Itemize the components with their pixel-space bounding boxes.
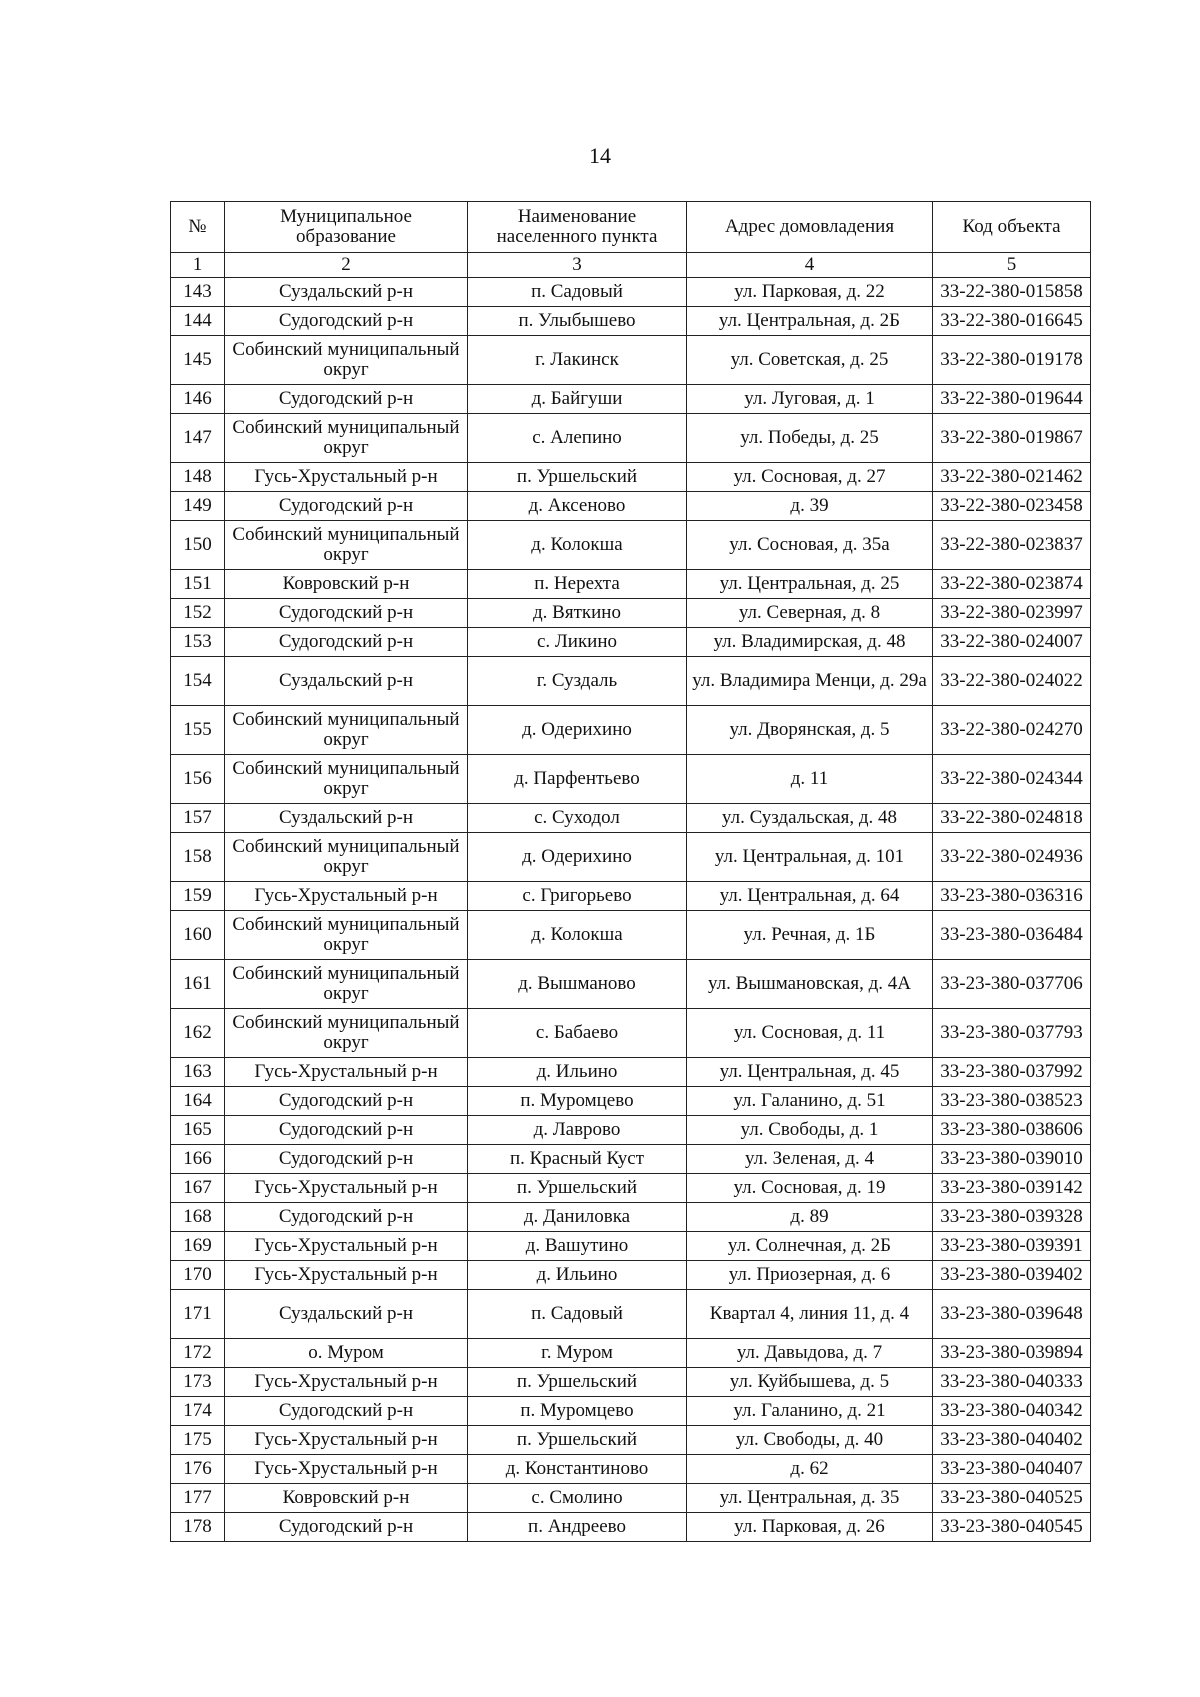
address-cell: ул. Суздальская, д. 48: [687, 804, 933, 833]
municipality-cell: Гусь-Хрустальный р-н: [225, 1058, 468, 1087]
row-number-cell: 169: [171, 1232, 225, 1261]
municipality-cell: Собинский муниципальный округ: [225, 1009, 468, 1058]
row-number-cell: 168: [171, 1203, 225, 1232]
object-code-cell: 33-23-380-037992: [933, 1058, 1091, 1087]
column-number-row: [171, 253, 1091, 278]
municipality-cell: Собинский муниципальный округ: [225, 521, 468, 570]
municipality-cell: Судогодский р-н: [225, 1116, 468, 1145]
municipality-cell: Собинский муниципальный округ: [225, 414, 468, 463]
row-number-cell: 178: [171, 1513, 225, 1542]
settlement-cell: с. Бабаево: [468, 1009, 687, 1058]
settlement-cell: п. Уршельский: [468, 1426, 687, 1455]
table-row: [171, 1116, 1091, 1145]
table-row: [171, 960, 1091, 1009]
object-code-cell: 33-23-380-040407: [933, 1455, 1091, 1484]
row-number-cell: 152: [171, 599, 225, 628]
row-number-cell: 158: [171, 833, 225, 882]
address-cell: ул. Свободы, д. 40: [687, 1426, 933, 1455]
object-code-cell: 33-23-380-036484: [933, 911, 1091, 960]
address-cell: ул. Сосновая, д. 11: [687, 1009, 933, 1058]
table-row: [171, 1087, 1091, 1116]
row-number-cell: 154: [171, 657, 225, 706]
settlement-cell: д. Байгуши: [468, 385, 687, 414]
settlement-cell: д. Вашутино: [468, 1232, 687, 1261]
object-code-cell: 33-23-380-040333: [933, 1368, 1091, 1397]
settlement-cell: с. Ликино: [468, 628, 687, 657]
address-cell: Квартал 4, линия 11, д. 4: [687, 1290, 933, 1339]
table-row: [171, 307, 1091, 336]
municipality-cell: Собинский муниципальный округ: [225, 755, 468, 804]
table-row: [171, 599, 1091, 628]
table-row: [171, 385, 1091, 414]
settlement-cell: д. Ильино: [468, 1058, 687, 1087]
settlement-cell: д. Аксеново: [468, 492, 687, 521]
row-number-cell: 171: [171, 1290, 225, 1339]
municipality-cell: Судогодский р-н: [225, 385, 468, 414]
object-code-cell: 33-23-380-040342: [933, 1397, 1091, 1426]
settlement-cell: п. Садовый: [468, 1290, 687, 1339]
municipality-cell: Судогодский р-н: [225, 1145, 468, 1174]
table-row: [171, 1145, 1091, 1174]
object-code-cell: 33-23-380-039648: [933, 1290, 1091, 1339]
settlement-cell: г. Суздаль: [468, 657, 687, 706]
table-row: [171, 570, 1091, 599]
table-row: [171, 882, 1091, 911]
row-number-cell: 173: [171, 1368, 225, 1397]
address-cell: д. 89: [687, 1203, 933, 1232]
row-number-cell: 155: [171, 706, 225, 755]
row-number-cell: 162: [171, 1009, 225, 1058]
settlement-cell: д. Парфентьево: [468, 755, 687, 804]
settlement-cell: п. Муромцево: [468, 1397, 687, 1426]
address-cell: ул. Куйбышева, д. 5: [687, 1368, 933, 1397]
municipality-cell: Гусь-Хрустальный р-н: [225, 463, 468, 492]
municipality-cell: Суздальский р-н: [225, 657, 468, 706]
object-code-cell: 33-22-380-015858: [933, 278, 1091, 307]
column-number: 1: [171, 253, 225, 278]
settlement-cell: д. Одерихино: [468, 833, 687, 882]
row-number-cell: 170: [171, 1261, 225, 1290]
row-number-cell: 172: [171, 1339, 225, 1368]
settlement-cell: п. Нерехта: [468, 570, 687, 599]
settlement-cell: г. Лакинск: [468, 336, 687, 385]
row-number-cell: 156: [171, 755, 225, 804]
table-row: [171, 463, 1091, 492]
table-row: [171, 336, 1091, 385]
row-number-cell: 177: [171, 1484, 225, 1513]
object-code-cell: 33-23-380-039328: [933, 1203, 1091, 1232]
municipality-cell: Гусь-Хрустальный р-н: [225, 1426, 468, 1455]
object-code-cell: 33-22-380-023837: [933, 521, 1091, 570]
object-code-cell: 33-23-380-039010: [933, 1145, 1091, 1174]
municipality-cell: Гусь-Хрустальный р-н: [225, 1174, 468, 1203]
address-cell: ул. Зеленая, д. 4: [687, 1145, 933, 1174]
address-cell: ул. Центральная, д. 45: [687, 1058, 933, 1087]
object-code-cell: 33-22-380-016645: [933, 307, 1091, 336]
address-cell: ул. Галанино, д. 21: [687, 1397, 933, 1426]
table-row: [171, 657, 1091, 706]
municipality-cell: Судогодский р-н: [225, 599, 468, 628]
table-row: [171, 1455, 1091, 1484]
settlement-cell: п. Красный Куст: [468, 1145, 687, 1174]
header-address: Адрес домовладения: [687, 202, 933, 253]
settlement-cell: д. Колокша: [468, 521, 687, 570]
row-number-cell: 145: [171, 336, 225, 385]
address-cell: ул. Владимира Менци, д. 29а: [687, 657, 933, 706]
settlement-cell: с. Суходол: [468, 804, 687, 833]
address-cell: ул. Дворянская, д. 5: [687, 706, 933, 755]
table-row: [171, 1513, 1091, 1542]
municipality-cell: Гусь-Хрустальный р-н: [225, 1261, 468, 1290]
column-number: 2: [225, 253, 468, 278]
address-cell: ул. Центральная, д. 25: [687, 570, 933, 599]
address-cell: ул. Центральная, д. 35: [687, 1484, 933, 1513]
municipality-cell: Судогодский р-н: [225, 1513, 468, 1542]
object-code-cell: 33-23-380-037793: [933, 1009, 1091, 1058]
settlement-cell: п. Улыбышево: [468, 307, 687, 336]
municipality-cell: Собинский муниципальный округ: [225, 833, 468, 882]
address-cell: д. 39: [687, 492, 933, 521]
object-code-cell: 33-22-380-024270: [933, 706, 1091, 755]
settlement-cell: п. Садовый: [468, 278, 687, 307]
table-row: [171, 1339, 1091, 1368]
row-number-cell: 144: [171, 307, 225, 336]
municipality-cell: о. Муром: [225, 1339, 468, 1368]
address-cell: ул. Сосновая, д. 35а: [687, 521, 933, 570]
municipality-cell: Собинский муниципальный округ: [225, 911, 468, 960]
table-row: [171, 1009, 1091, 1058]
object-code-cell: 33-23-380-036316: [933, 882, 1091, 911]
address-cell: ул. Вышмановская, д. 4А: [687, 960, 933, 1009]
address-cell: ул. Луговая, д. 1: [687, 385, 933, 414]
row-number-cell: 174: [171, 1397, 225, 1426]
table-row: [171, 628, 1091, 657]
municipality-cell: Суздальский р-н: [225, 1290, 468, 1339]
address-cell: ул. Приозерная, д. 6: [687, 1261, 933, 1290]
object-code-cell: 33-23-380-040402: [933, 1426, 1091, 1455]
settlement-cell: д. Вышманово: [468, 960, 687, 1009]
row-number-cell: 163: [171, 1058, 225, 1087]
address-cell: ул. Галанино, д. 51: [687, 1087, 933, 1116]
page-number: 14: [589, 143, 611, 168]
settlement-cell: п. Андреево: [468, 1513, 687, 1542]
row-number-cell: 165: [171, 1116, 225, 1145]
municipality-cell: Гусь-Хрустальный р-н: [225, 882, 468, 911]
object-code-cell: 33-22-380-019644: [933, 385, 1091, 414]
settlement-cell: п. Уршельский: [468, 1368, 687, 1397]
table-row: [171, 1426, 1091, 1455]
settlement-cell: с. Смолино: [468, 1484, 687, 1513]
row-number-cell: 146: [171, 385, 225, 414]
settlement-cell: п. Уршельский: [468, 1174, 687, 1203]
municipality-cell: Судогодский р-н: [225, 307, 468, 336]
table-row: [171, 414, 1091, 463]
table-row: [171, 492, 1091, 521]
settlement-cell: с. Алепино: [468, 414, 687, 463]
municipality-cell: Суздальский р-н: [225, 278, 468, 307]
table-row: [171, 1058, 1091, 1087]
settlement-cell: д. Лаврово: [468, 1116, 687, 1145]
address-cell: ул. Северная, д. 8: [687, 599, 933, 628]
address-cell: ул. Центральная, д. 101: [687, 833, 933, 882]
row-number-cell: 166: [171, 1145, 225, 1174]
object-code-cell: 33-22-380-019178: [933, 336, 1091, 385]
table-row: [171, 804, 1091, 833]
object-code-cell: 33-22-380-024936: [933, 833, 1091, 882]
settlement-cell: п. Уршельский: [468, 463, 687, 492]
table-row: [171, 278, 1091, 307]
settlement-cell: г. Муром: [468, 1339, 687, 1368]
object-code-cell: 33-23-380-039142: [933, 1174, 1091, 1203]
table-row: [171, 833, 1091, 882]
table-row: [171, 1261, 1091, 1290]
table-row: [171, 706, 1091, 755]
table-row: [171, 1290, 1091, 1339]
object-code-cell: 33-22-380-024022: [933, 657, 1091, 706]
object-code-cell: 33-23-380-038523: [933, 1087, 1091, 1116]
header-object-code: Код объекта: [933, 202, 1091, 253]
settlement-cell: д. Даниловка: [468, 1203, 687, 1232]
object-code-cell: 33-23-380-039894: [933, 1339, 1091, 1368]
address-cell: ул. Сосновая, д. 19: [687, 1174, 933, 1203]
address-cell: ул. Речная, д. 1Б: [687, 911, 933, 960]
object-code-cell: 33-23-380-040545: [933, 1513, 1091, 1542]
table-row: [171, 521, 1091, 570]
object-code-cell: 33-23-380-040525: [933, 1484, 1091, 1513]
table-row: [171, 1368, 1091, 1397]
address-cell: ул. Центральная, д. 2Б: [687, 307, 933, 336]
address-cell: ул. Сосновая, д. 27: [687, 463, 933, 492]
municipality-cell: Суздальский р-н: [225, 804, 468, 833]
row-number-cell: 151: [171, 570, 225, 599]
municipality-cell: Собинский муниципальный округ: [225, 336, 468, 385]
address-cell: ул. Давыдова, д. 7: [687, 1339, 933, 1368]
municipality-cell: Гусь-Хрустальный р-н: [225, 1368, 468, 1397]
municipality-cell: Судогодский р-н: [225, 1397, 468, 1426]
municipality-cell: Ковровский р-н: [225, 1484, 468, 1513]
object-code-cell: 33-22-380-023458: [933, 492, 1091, 521]
row-number-cell: 150: [171, 521, 225, 570]
address-cell: ул. Центральная, д. 64: [687, 882, 933, 911]
header-municipality: Муниципальное образование: [225, 202, 468, 253]
table-row: [171, 1397, 1091, 1426]
row-number-cell: 161: [171, 960, 225, 1009]
object-code-cell: 33-23-380-037706: [933, 960, 1091, 1009]
address-cell: ул. Советская, д. 25: [687, 336, 933, 385]
municipality-cell: Собинский муниципальный округ: [225, 960, 468, 1009]
column-number: 3: [468, 253, 687, 278]
address-cell: д. 62: [687, 1455, 933, 1484]
object-code-cell: 33-22-380-024344: [933, 755, 1091, 804]
object-code-cell: 33-22-380-023874: [933, 570, 1091, 599]
municipality-cell: Судогодский р-н: [225, 1087, 468, 1116]
address-cell: ул. Владимирская, д. 48: [687, 628, 933, 657]
row-number-cell: 175: [171, 1426, 225, 1455]
settlement-cell: д. Вяткино: [468, 599, 687, 628]
municipality-cell: Гусь-Хрустальный р-н: [225, 1455, 468, 1484]
object-code-cell: 33-22-380-024818: [933, 804, 1091, 833]
row-number-cell: 153: [171, 628, 225, 657]
settlement-cell: д. Одерихино: [468, 706, 687, 755]
table-row: [171, 755, 1091, 804]
object-code-cell: 33-23-380-039391: [933, 1232, 1091, 1261]
settlement-cell: д. Константиново: [468, 1455, 687, 1484]
municipality-cell: Судогодский р-н: [225, 1203, 468, 1232]
object-code-cell: 33-22-380-024007: [933, 628, 1091, 657]
row-number-cell: 149: [171, 492, 225, 521]
table-header-row: [171, 202, 1091, 253]
column-number: 4: [687, 253, 933, 278]
object-code-cell: 33-22-380-019867: [933, 414, 1091, 463]
municipality-cell: Судогодский р-н: [225, 628, 468, 657]
object-code-cell: 33-23-380-038606: [933, 1116, 1091, 1145]
object-code-cell: 33-22-380-023997: [933, 599, 1091, 628]
registry-table: [170, 201, 1091, 1542]
table-row: [171, 1232, 1091, 1261]
address-cell: д. 11: [687, 755, 933, 804]
settlement-cell: с. Григорьево: [468, 882, 687, 911]
row-number-cell: 159: [171, 882, 225, 911]
row-number-cell: 143: [171, 278, 225, 307]
address-cell: ул. Солнечная, д. 2Б: [687, 1232, 933, 1261]
header-number: №: [171, 202, 225, 253]
table-body: [171, 278, 1091, 1542]
table-row: [171, 1484, 1091, 1513]
municipality-cell: Собинский муниципальный округ: [225, 706, 468, 755]
table-row: [171, 1203, 1091, 1232]
table-row: [171, 1174, 1091, 1203]
row-number-cell: 160: [171, 911, 225, 960]
municipality-cell: Гусь-Хрустальный р-н: [225, 1232, 468, 1261]
row-number-cell: 176: [171, 1455, 225, 1484]
row-number-cell: 148: [171, 463, 225, 492]
municipality-cell: Судогодский р-н: [225, 492, 468, 521]
column-number: 5: [933, 253, 1091, 278]
municipality-cell: Ковровский р-н: [225, 570, 468, 599]
address-cell: ул. Победы, д. 25: [687, 414, 933, 463]
address-cell: ул. Свободы, д. 1: [687, 1116, 933, 1145]
settlement-cell: п. Муромцево: [468, 1087, 687, 1116]
settlement-cell: д. Ильино: [468, 1261, 687, 1290]
row-number-cell: 167: [171, 1174, 225, 1203]
row-number-cell: 147: [171, 414, 225, 463]
table-row: [171, 911, 1091, 960]
header-settlement: Наименование населенного пункта: [468, 202, 687, 253]
object-code-cell: 33-22-380-021462: [933, 463, 1091, 492]
row-number-cell: 157: [171, 804, 225, 833]
address-cell: ул. Парковая, д. 22: [687, 278, 933, 307]
row-number-cell: 164: [171, 1087, 225, 1116]
settlement-cell: д. Колокша: [468, 911, 687, 960]
object-code-cell: 33-23-380-039402: [933, 1261, 1091, 1290]
address-cell: ул. Парковая, д. 26: [687, 1513, 933, 1542]
